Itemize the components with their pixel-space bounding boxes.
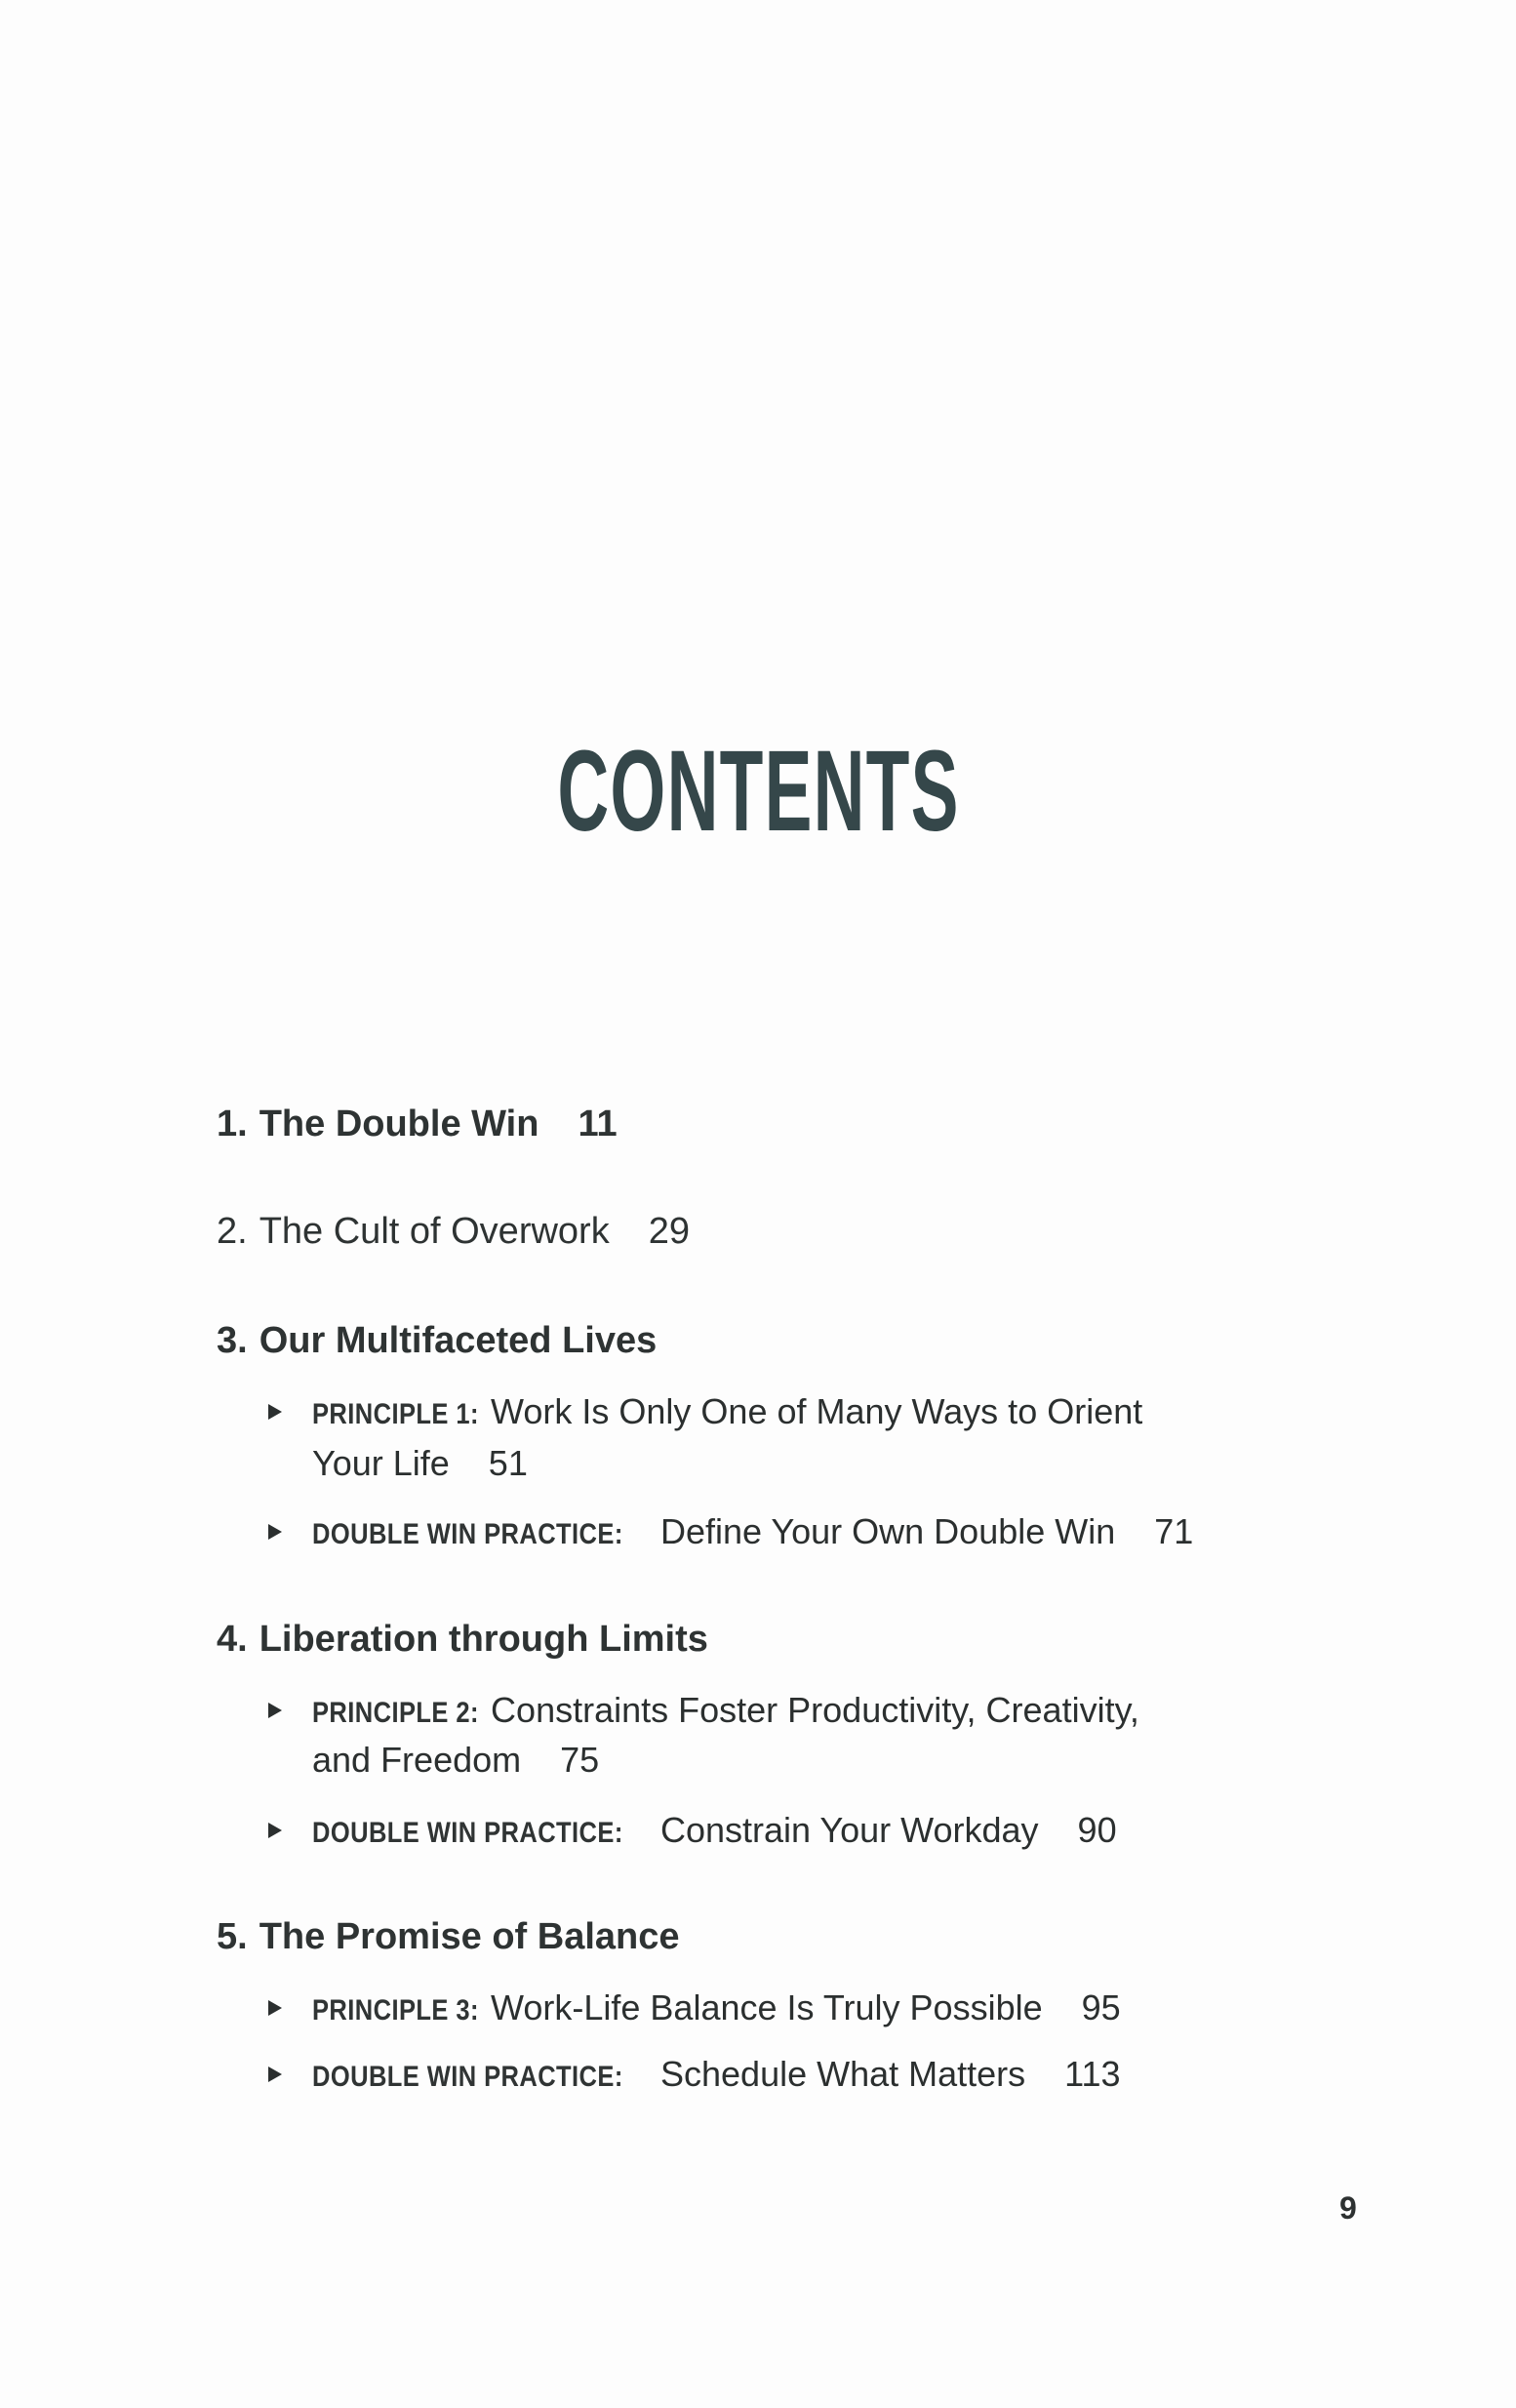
page-title: CONTENTS [556,727,960,856]
page-number: 95 [1081,1987,1121,2027]
folio-page-number: 9 [1339,2190,1357,2226]
page-number: 51 [488,1443,528,1483]
toc-chapter-3: 3. Our Multifaceted Lives [217,1320,658,1361]
page-number: 90 [1077,1810,1117,1850]
page-number: 29 [648,1211,690,1252]
toc-item: DOUBLE WIN PRACTICE: Define Your Own Double Win 71 [312,1511,1194,1551]
bullet-triangle-icon [268,2000,282,2016]
toc-item: DOUBLE WIN PRACTICE: Schedule What Matters 113 [312,2054,1121,2094]
toc-chapter-1: 1. The Double Win 11 [217,1104,618,1144]
bullet-triangle-icon [268,1524,282,1540]
bullet-triangle-icon [268,1703,282,1718]
page-number: 71 [1154,1511,1194,1551]
page-number: 113 [1064,2054,1121,2094]
toc-chapter-4: 4. Liberation through Limits [217,1619,708,1660]
toc-item-continued: and Freedom 75 [312,1740,600,1780]
toc-item: PRINCIPLE 3: Work-Life Balance Is Truly Possible 95 [312,1987,1121,2027]
page-number: 75 [560,1740,600,1780]
bullet-triangle-icon [268,1404,282,1420]
toc-item: PRINCIPLE 2: Constraints Foster Productivity, Creativity, [312,1690,1139,1730]
bullet-triangle-icon [268,2067,282,2082]
toc-item: PRINCIPLE 1: Work Is Only One of Many Ways to Orient [312,1391,1143,1431]
bullet-triangle-icon [268,1823,282,1838]
toc-item: DOUBLE WIN PRACTICE: Constrain Your Workday 90 [312,1810,1117,1850]
toc-chapter-2: 2. The Cult of Overwork 29 [217,1211,690,1252]
toc-chapter-5: 5. The Promise of Balance [217,1916,680,1957]
page-number: 11 [578,1104,618,1144]
toc-item-continued: Your Life 51 [312,1443,528,1483]
